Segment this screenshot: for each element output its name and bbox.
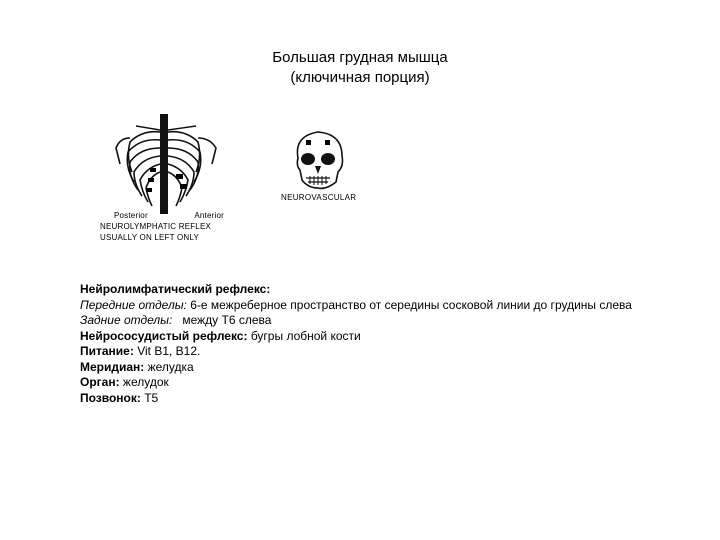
slide-title (230, 48, 490, 88)
neurovascular-value: бугры лобной кости (247, 328, 361, 343)
vertebra-label: Позвонок: (80, 390, 141, 405)
neurovascular-label: Нейрососудистый рефлекс: (80, 328, 248, 343)
vertebra-row (80, 391, 700, 407)
nutrition-label: Питание: (80, 344, 134, 358)
anterior-label: Передние отделы: (80, 297, 187, 312)
meridian-row (80, 360, 700, 376)
vertebra-value: T5 (140, 390, 159, 405)
title-line-1: Большая грудная мышца (272, 49, 448, 66)
skull-illustration (286, 128, 350, 192)
nutrition-row (80, 344, 700, 360)
nutrition-value: Vit B1, B12. (133, 344, 201, 358)
meridian-label: Меридиан: (80, 359, 145, 374)
caption-neurolymphatic: NEUROLYMPHATIC REFLEX (100, 222, 212, 231)
organ-value: желудок (119, 375, 169, 389)
skull-caption: NEUROVASCULAR (281, 193, 357, 202)
spine-shape (160, 114, 168, 214)
anterior-value: 6-е межреберное пространство от середины сосковой линии до грудины слева (186, 297, 632, 312)
posterior-row (80, 313, 700, 329)
neurovascular-row (80, 329, 700, 345)
skeleton-caption (100, 211, 232, 243)
label-anterior: Anterior (194, 211, 224, 220)
organ-row (80, 375, 700, 391)
meridian-value: желудка (144, 359, 194, 374)
anterior-row (80, 298, 700, 314)
reflex-info (80, 282, 700, 406)
skeleton-illustration (112, 112, 222, 217)
posterior-label: Задние отделы: (80, 313, 173, 327)
ribs-right (168, 132, 201, 206)
label-posterior: Posterior (114, 211, 148, 220)
caption-left-only: USUALLY ON LEFT ONLY (100, 233, 199, 242)
title-line-2: (ключичная порция) (290, 69, 430, 86)
neurolymph-heading: Нейролимфатический рефлекс: (80, 282, 271, 296)
posterior-value: между T6 слева (172, 313, 272, 327)
organ-label: Орган: (80, 375, 120, 389)
